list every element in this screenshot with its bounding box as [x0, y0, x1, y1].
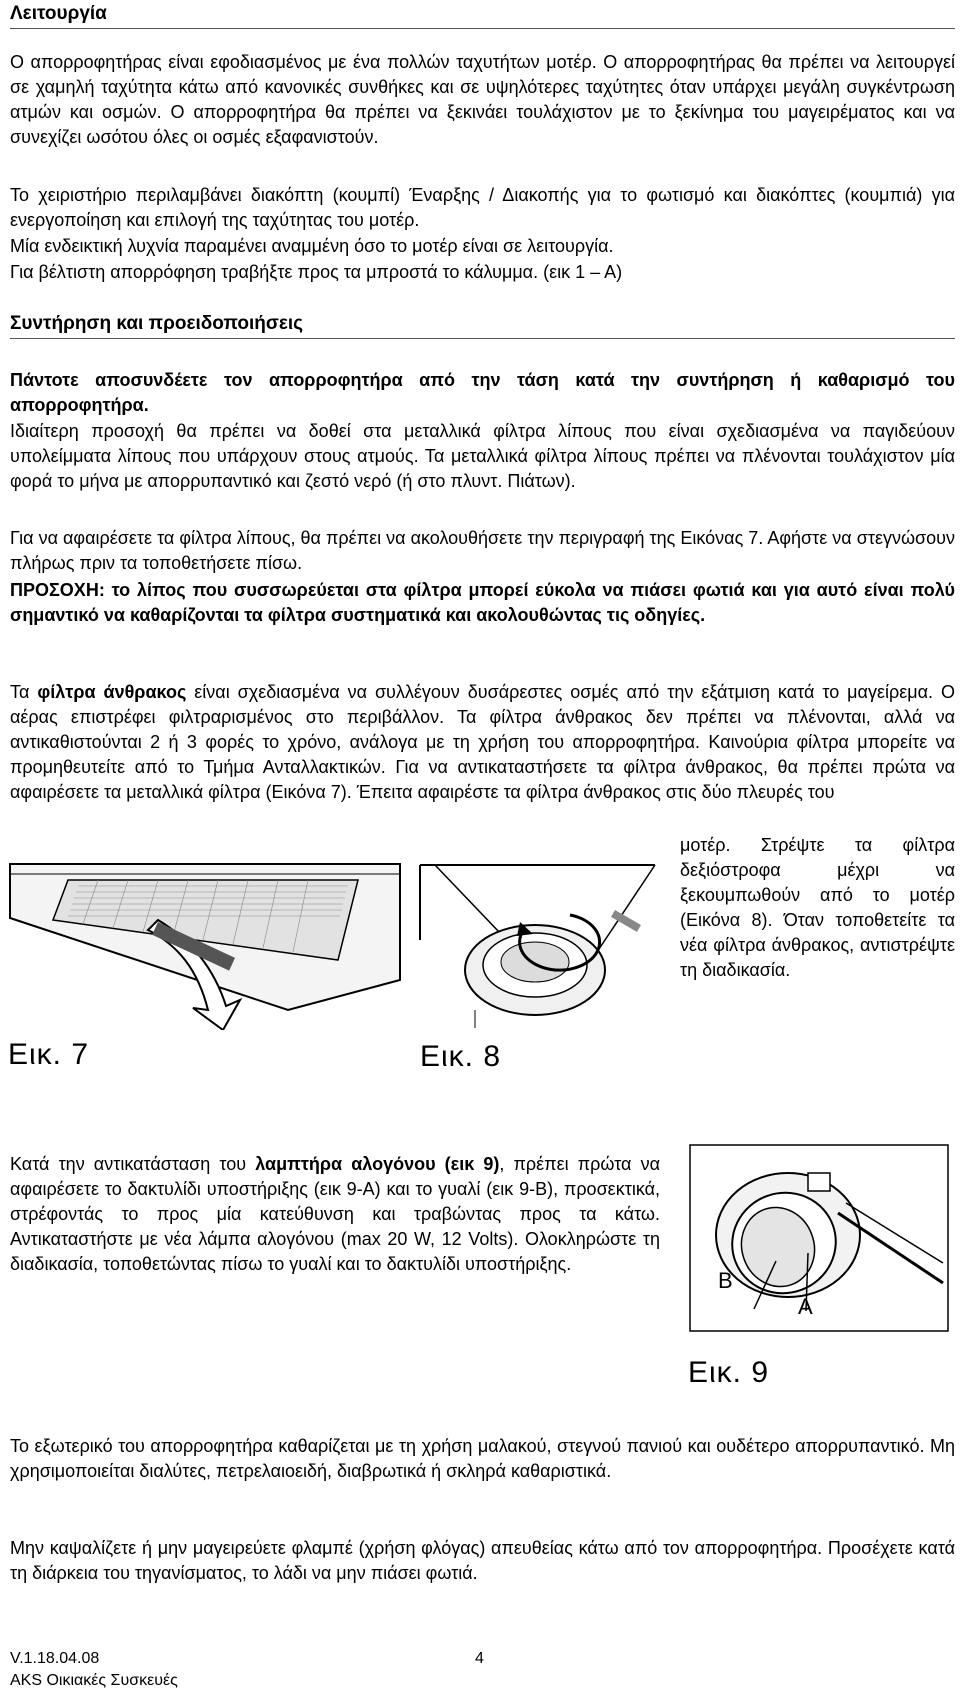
footer-company: AKS Οικιακές Συσκευές	[10, 1672, 178, 1689]
figure-9-label-a: A	[798, 1294, 813, 1319]
flambe-warning-paragraph: Μην καψαλίζετε ή μην μαγειρεύετε φλαμπέ (χρήση φλόγας) απευθείας κάτω από τον απορροφητήρα. Προσέχετε κατά τη διάρκεια του τηγανίσματος, το λάδι να μην πιάσει φωτιά.	[10, 1538, 955, 1583]
figure-8-carbon-filter	[415, 860, 660, 1030]
operation-paragraph-3: Μία ενδεικτική λυχνία παραμένει αναμμένη όσο το μοτέρ είναι σε λειτουργία.	[10, 236, 614, 256]
figure-7-caption: Εικ. 7	[8, 1038, 90, 1071]
operation-paragraph-4: Για βέλτιστη απορρόφηση τραβήξτε προς τα μπροστά το κάλυμμα. (εικ 1 – Α)	[10, 262, 623, 282]
figure-9-halogen-lamp	[688, 1143, 950, 1333]
halogen-lamp-paragraph: Κατά την αντικατάσταση του λαμπτήρα αλογόνου (εικ 9), πρέπει πρώτα να αφαιρέσετε το δακτυλίδι υποστήριξης (εικ 9-Α) και το γυαλί (εικ 9-Β), προσεκτικά, στρέφοντάς το προς μία κατεύθυνση και τραβώντας προς τα κάτω. Αντικαταστήστε με νέα λάμπα αλογόνου (max 20 W, 12 Volts). Ολοκληρώστε τη διαδικασία, τοποθετώντας πίσω το γυαλί και το δακτυλίδι υποστήριξης.	[10, 1154, 660, 1274]
figure-9-label-b: B	[718, 1268, 733, 1293]
disconnect-warning: Πάντοτε αποσυνδέετε τον απορροφητήρα από την τάση κατά την συντήρηση ή καθαρισμό του απορροφητήρα.	[10, 370, 955, 415]
operation-paragraph-2: Το χειριστήριο περιλαμβάνει διακόπτη (κουμπί) Έναρξης / Διακοπής για το φωτισμό και διακόπτες (κουμπιά) για ενεργοποίηση και επιλογή της ταχύτητας του μοτέρ.	[10, 185, 955, 230]
filter-removal-paragraph: Για να αφαιρέσετε τα φίλτρα λίπους, θα πρέπει να ακολουθήσετε την περιγραφή της Εικόνας 7. Αφήστε να στεγνώσουν πλήρως πριν τα τοποθετήσετε πίσω.	[10, 528, 955, 573]
figure-9-caption: Εικ. 9	[688, 1356, 770, 1389]
figure-8-caption: Εικ. 8	[420, 1040, 502, 1073]
carbon-filter-paragraph: Τα φίλτρα άνθρακος είναι σχεδιασμένα να συλλέγουν δυσάρεστες οσμές από την εξάτμιση κατά το μαγείρεμα. Ο αέρας επιστρέφει φιλτραρισμένος στο περιβάλλον. Τα φίλτρα άνθρακος δεν πρέπει να πλένονται, αλλά να αντικαθιστούνται 2 ή 3 φορές το χρόνο, ανάλογα με τη χρήση του απορροφητήρα. Καινούρια φίλτρα μπορείτε να προμηθευτείτε από το Τμήμα Ανταλλακτικών. Για να αντικαταστήσετε τα φίλτρα άνθρακος, θα πρέπει πρώτα να αφαιρέσετε τα μεταλλικά φίλτρα (Εικόνα 7). Έπειτα αφαιρέστε τα φίλτρα άνθρακος στις δύο πλευρές του	[10, 682, 955, 802]
exterior-cleaning-paragraph: Το εξωτερικό του απορροφητήρα καθαρίζεται με τη χρήση μαλακού, στεγνού πανιού και ουδέτερο απορρυπαντικό. Μη χρησιμοποιείται διαλύτες, πετρελαιοειδή, διαβρωτικά ή σκληρά καθαριστικά.	[10, 1436, 955, 1481]
footer-version: V.1.18.04.08	[10, 1650, 100, 1667]
carbon-filter-side-text: μοτέρ. Στρέψτε τα φίλτρα δεξιόστροφα μέχρι να ξεκουμπωθούν από το μοτέρ (Εικόνα 8). Όταν τοποθετείτε τα νέα φίλτρα άνθρακος, αντιστρέψτε τη διαδικασία.	[680, 835, 955, 980]
section-title-operation: Λειτουργία	[10, 2, 955, 29]
halogen-lamp-term: λαμπτήρα αλογόνου (εικ 9)	[255, 1154, 500, 1174]
grease-filter-paragraph: Ιδιαίτερη προσοχή θα πρέπει να δοθεί στα μεταλλικά φίλτρα λίπους που είναι σχεδιασμένα να παγιδεύουν υπολείμματα λίπους που υπάρχουν στους ατμούς. Τα μεταλλικά φίλτρα λίπους πρέπει να πλένονται τουλάχιστον μία φορά το μήνα με απορρυπαντικό και ζεστό νερό (ή στο πλυντ. Πιάτων).	[10, 421, 955, 491]
figure-7-grease-filter-removal	[8, 860, 403, 1030]
page-number: 4	[475, 1650, 484, 1667]
section-title-maintenance: Συντήρηση και προειδοποιήσεις	[10, 312, 955, 339]
fire-warning: ΠΡΟΣΟΧΗ: το λίπος που συσσωρεύεται στα φίλτρα μπορεί εύκολα να πιάσει φωτιά και για αυτό είναι πολύ σημαντικό να καθαρίζονται τα φίλτρα συστηματικά και ακολουθώντας τις οδηγίες.	[10, 580, 955, 625]
operation-paragraph-1: Ο απορροφητήρας είναι εφοδιασμένος με ένα πολλών ταχυτήτων μοτέρ. Ο απορροφητήρας θα πρέπει να λειτουργεί σε χαμηλή ταχύτητα κάτω από κανονικές συνθήκες και σε υψηλότερες ταχύτητες όταν υπάρχει μεγάλη συγκέντρωση ατμών και οσμών. Ο απορροφητήρα θα πρέπει να ξεκινάει τουλάχιστον με το ξεκίνημα του μαγειρέματος και να συνεχίζει ωσότου όλες οι οσμές εξαφανιστούν.	[10, 52, 955, 147]
carbon-filter-term: φίλτρα άνθρακος	[37, 682, 187, 702]
